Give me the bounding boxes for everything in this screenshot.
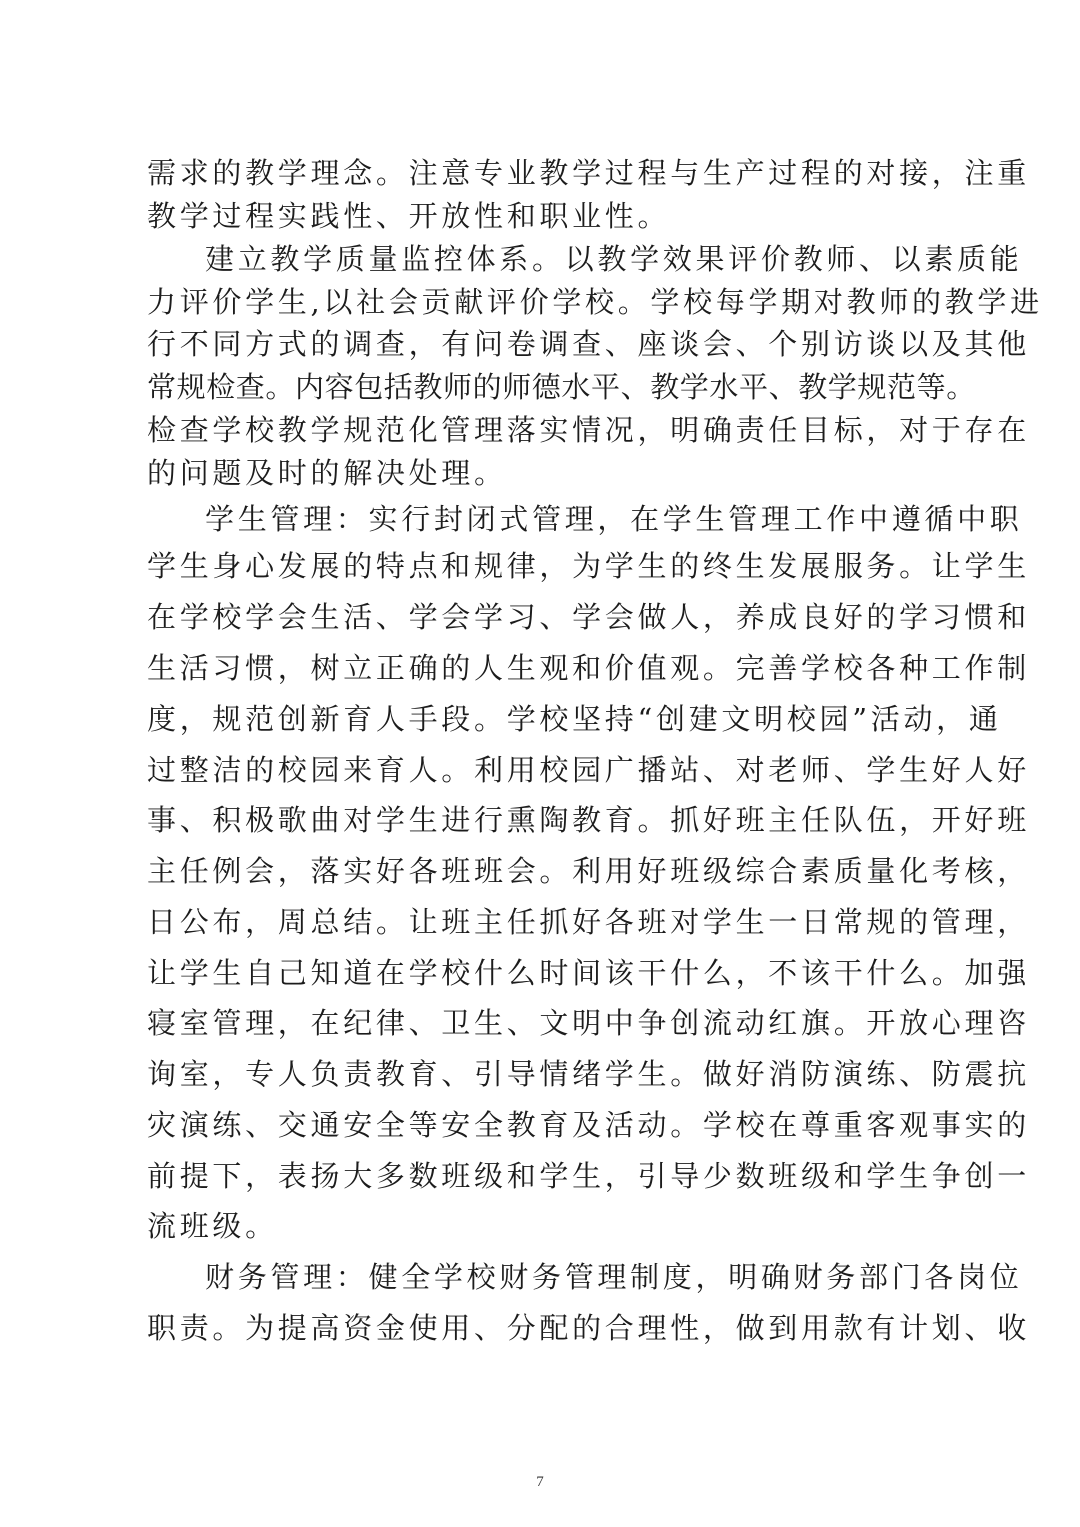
text-line: 灾演练、交通安全等安全教育及活动。学校在尊重客观事实的 bbox=[147, 1108, 1030, 1142]
text-line: 度，规范创新育人手段。学校坚持“创建文明校园”活动，通 bbox=[147, 702, 1002, 736]
text-line: 力评价学生,以社会贡献评价学校。学校每学期对教师的教学进 bbox=[147, 285, 1043, 319]
text-line: 职责。为提高资金使用、分配的合理性，做到用款有计划、收 bbox=[147, 1311, 1030, 1345]
paragraph-start-line: 学生管理：实行封闭式管理，在学生管理工作中遵循中职 bbox=[205, 502, 1023, 536]
text-line: 事、积极歌曲对学生进行熏陶教育。抓好班主任队伍，开好班 bbox=[147, 803, 1030, 837]
text-line: 教学过程实践性、开放性和职业性。 bbox=[147, 199, 671, 233]
text-line: 需求的教学理念。注意专业教学过程与生产过程的对接，注重 bbox=[147, 156, 1030, 190]
text-line: 日公布，周总结。让班主任抓好各班对学生一日常规的管理， bbox=[147, 905, 1030, 939]
text-line: 前提下，表扬大多数班级和学生，引导少数班级和学生争创一 bbox=[147, 1159, 1030, 1193]
text-line: 行不同方式的调查，有问卷调查、座谈会、个别访谈以及其他 bbox=[147, 327, 1030, 361]
text-line: 让学生自己知道在学校什么时间该干什么，不该干什么。加强 bbox=[147, 956, 1030, 990]
text-line: 学生身心发展的特点和规律，为学生的终生发展服务。让学生 bbox=[147, 549, 1030, 583]
text-line: 过整洁的校园来育人。利用校园广播站、对老师、学生好人好 bbox=[147, 753, 1030, 787]
text-line: 流班级。 bbox=[147, 1209, 278, 1243]
text-line: 询室，专人负责教育、引导情绪学生。做好消防演练、防震抗 bbox=[147, 1057, 1030, 1091]
text-line: 检查学校教学规范化管理落实情况，明确责任目标，对于存在 bbox=[147, 413, 1030, 447]
text-line: 常规检查。内容包括教师的师德水平、教学水平、教学规范等。 bbox=[147, 370, 976, 404]
text-line: 主任例会，落实好各班班会。利用好班级综合素质量化考核， bbox=[147, 854, 1030, 888]
text-line: 的问题及时的解决处理。 bbox=[147, 456, 507, 490]
text-line: 寝室管理，在纪律、卫生、文明中争创流动红旗。开放心理咨 bbox=[147, 1006, 1030, 1040]
text-line: 生活习惯，树立正确的人生观和价值观。完善学校各种工作制 bbox=[147, 651, 1030, 685]
page-number: 7 bbox=[536, 1474, 544, 1490]
text-line: 在学校学会生活、学会学习、学会做人，养成良好的学习惯和 bbox=[147, 600, 1030, 634]
paragraph-start-line: 财务管理：健全学校财务管理制度，明确财务部门各岗位 bbox=[205, 1260, 1023, 1294]
paragraph-start-line: 建立教学质量监控体系。以教学效果评价教师、以素质能 bbox=[205, 242, 1023, 276]
